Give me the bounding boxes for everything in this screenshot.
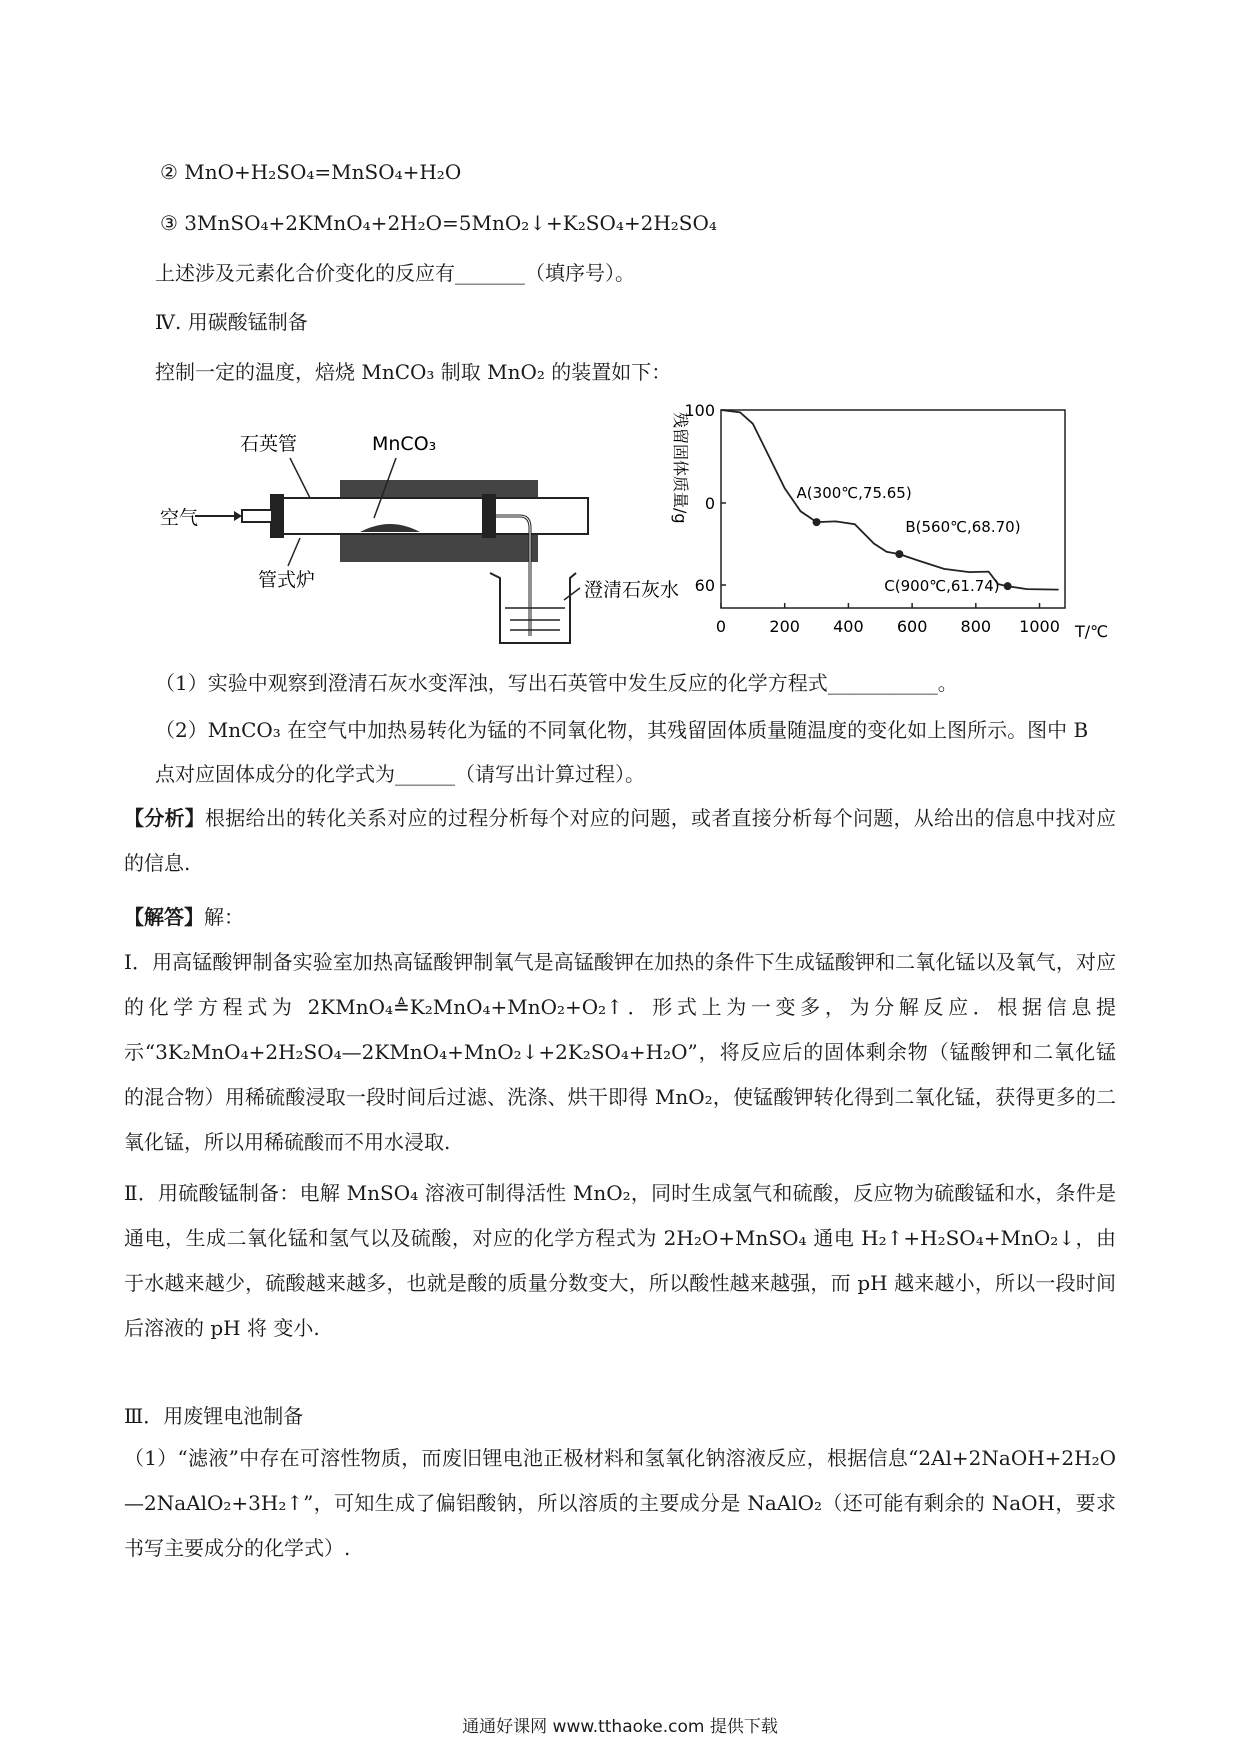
label-quartz-tube: 石英管 [240, 433, 298, 455]
y-axis-label: 残留固体质量/g [671, 412, 690, 524]
label-furnace: 管式炉 [258, 569, 316, 591]
mass-temperature-chart [655, 402, 1125, 648]
data-point [1004, 582, 1012, 590]
question-2-line-1: （2）MnCO₃ 在空气中加热易转化为锰的不同氧化物，其残留固体质量随温度的变化如上图所示。图中 B [155, 718, 1089, 742]
equation-3: ③ 3MnSO₄+2KMnO₄+2H₂O=5MnO₂↓+K₂SO₄+2H₂SO₄ [160, 211, 717, 235]
x-axis-label: T/℃ [1075, 622, 1109, 641]
solution-2: Ⅱ．用硫酸锰制备：电解 MnSO₄ 溶液可制得活性 MnO₂，同时生成氢气和硫酸，反应物为硫酸锰和水，条件是通电，生成二氧化锰和氢气以及硫酸，对应的化学方程式为 2H₂O+MnSO₄ 通电 H₂↑+H₂SO₄+MnO₂↓，由于水越来越少，硫酸越来越多，也就是酸的质量分数变大，所以酸性越来越强，而 pH 越来越小，所以一段时间后溶液的 pH 将 变小. [124, 1181, 1116, 1340]
x-tick-label: 600 [896, 617, 928, 636]
label-limewater: 澄清石灰水 [584, 579, 680, 601]
answer-heading [124, 903, 244, 931]
solution-3: （1）“滤液”中存在可溶性物质，而废旧锂电池正极材料和氢氧化钠溶液反应，根据信息“2Al+2NaOH+2H₂O—2NaAlO₂+3H₂↑”，可知生成了偏铝酸钠，所以溶质的主要成分是 NaAlO₂（还可能有剩余的 NaOH，要求书写主要成分的化学式）. [124, 1446, 1116, 1560]
section-4-title: Ⅳ. 用碳酸锰制备 [155, 310, 308, 334]
x-tick-label: 1000 [1019, 617, 1060, 636]
equation-2: ② MnO+H₂SO₄=MnSO₄+H₂O [160, 160, 462, 184]
analysis-text: 根据给出的转化关系对应的过程分析每个对应的问题，或者直接分析每个问题，从给出的信息中找对应的信息. [124, 806, 1116, 875]
analysis-block [124, 796, 1116, 886]
answer-suffix: 解： [204, 905, 244, 929]
page-footer: 通通好课网 www.tthaoke.com 提供下载 [462, 1717, 778, 1737]
question-valence: 上述涉及元素化合价变化的反应有_______（填序号）。 [155, 261, 635, 285]
apparatus-diagram [160, 428, 680, 650]
data-point [813, 518, 821, 526]
y-tick-label: 60 [694, 575, 715, 595]
question-1: （1）实验中观察到澄清石灰水变浑浊，写出石英管中发生反应的化学方程式___________。 [155, 671, 958, 695]
solution-1: Ⅰ．用高锰酸钾制备实验室加热高锰酸钾制氧气是高锰酸钾在加热的条件下生成锰酸钾和二氧化锰以及氧气，对应的化学方程式为 2KMnO₄≜K₂MnO₄+MnO₂+O₂↑．形式上为一变多，为分解反应．根据信息提示“3K₂MnO₄+2H₂SO₄—2KMnO₄+MnO₂↓+2K₂SO₄+H₂O”，将反应后的固体剩余物（锰酸钾和二氧化锰的混合物）用稀硫酸浸取一段时间后过滤、洗涤、烘干即得 MnO₂，使锰酸钾转化得到二氧化锰，获得更多的二氧化锰，所以用稀硫酸而不用水浸取. [124, 950, 1116, 1154]
analysis-label: 【分析】 [124, 806, 205, 830]
x-tick-label: 200 [769, 617, 800, 636]
answer-label: 【解答】 [124, 905, 204, 929]
data-point [895, 550, 903, 558]
section-4-intro: 控制一定的温度，焙烧 MnCO₃ 制取 MnO₂ 的装置如下： [155, 360, 672, 384]
label-air: 空气 [160, 507, 199, 529]
label-reagent: MnCO₃ [372, 433, 437, 455]
y-tick-label: 100 [684, 402, 715, 420]
point-label: B(560℃,68.70) [905, 518, 1021, 537]
x-tick-label: 0 [715, 617, 727, 636]
x-tick-label: 800 [960, 617, 992, 636]
quartz-tube [278, 498, 588, 534]
y-tick-label: 0 [704, 494, 715, 513]
point-label: C(900℃,61.74) [884, 577, 1000, 596]
x-tick-label: 400 [833, 617, 864, 636]
point-label: A(300℃,75.65) [796, 484, 912, 503]
solution-3-title: Ⅲ．用废锂电池制备 [124, 1404, 304, 1428]
question-2-line-2: 点对应固体成分的化学式为______（请写出计算过程）。 [155, 762, 645, 786]
